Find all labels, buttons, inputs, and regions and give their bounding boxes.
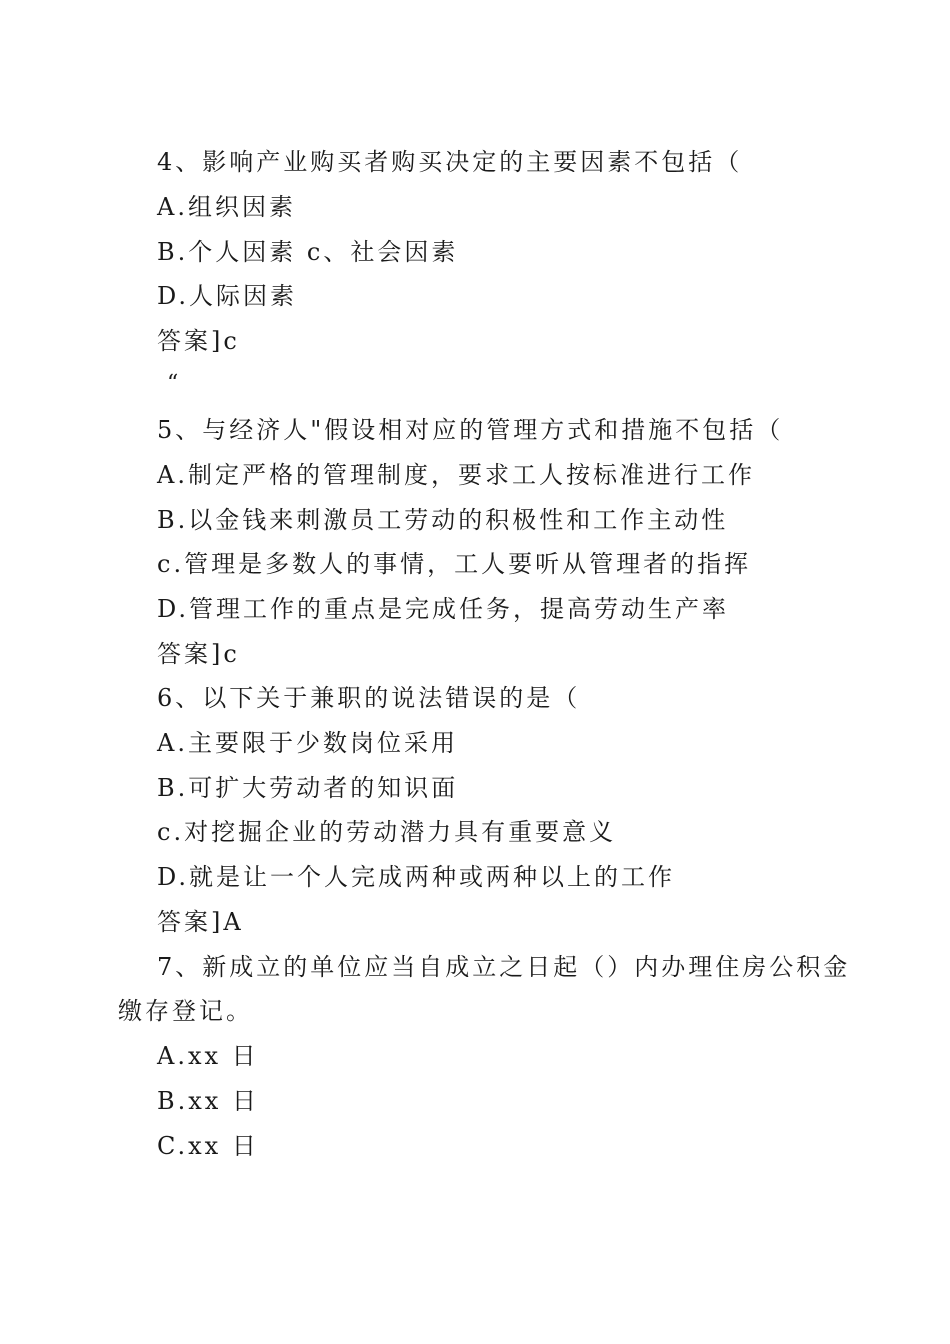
question-7-option-b: B.xx 日: [157, 1087, 259, 1115]
question-6-stem: 6、以下关于兼职的说法错误的是（: [157, 684, 581, 712]
question-5-option-c: c.管理是多数人的事情，工人要听从管理者的指挥: [157, 550, 752, 578]
question-6-option-d: D.就是让一个人完成两种或两种以上的工作: [157, 863, 676, 891]
question-6-option-c: c.对挖掘企业的劳动潜力具有重要意义: [157, 818, 617, 846]
question-5-option-b: B.以金钱来刺激员工劳动的积极性和工作主动性: [157, 506, 729, 534]
question-7-option-c: C.xx 日: [157, 1132, 259, 1160]
stray-quote-mark: “: [167, 371, 179, 396]
question-5-answer: 答案]c: [157, 640, 240, 668]
question-5-option-a: A.制定严格的管理制度，要求工人按标准进行工作: [157, 461, 755, 489]
question-4-stem: 4、影响产业购买者购买决定的主要因素不包括（: [157, 148, 743, 176]
question-6-option-b: B.可扩大劳动者的知识面: [157, 774, 459, 802]
question-4-option-a: A.组织因素: [157, 193, 296, 221]
question-7-stem: 7、新成立的单位应当自成立之日起（）内办理住房公积金: [157, 953, 851, 981]
question-6-option-a: A.主要限于少数岗位采用: [157, 729, 458, 757]
question-6-answer: 答案]A: [157, 908, 244, 936]
question-4-option-d: D.人际因素: [157, 282, 298, 310]
question-4-option-b-c: B.个人因素 c、社会因素: [157, 238, 459, 266]
question-4-answer: 答案]c: [157, 327, 240, 355]
question-5-stem: 5、与经济人"假设相对应的管理方式和措施不包括（: [157, 416, 784, 444]
question-7-option-a: A.xx 日: [157, 1042, 259, 1070]
question-5-option-d: D.管理工作的重点是完成任务，提高劳动生产率: [157, 595, 730, 623]
question-7-stem-continued: 缴存登记。: [118, 997, 253, 1025]
